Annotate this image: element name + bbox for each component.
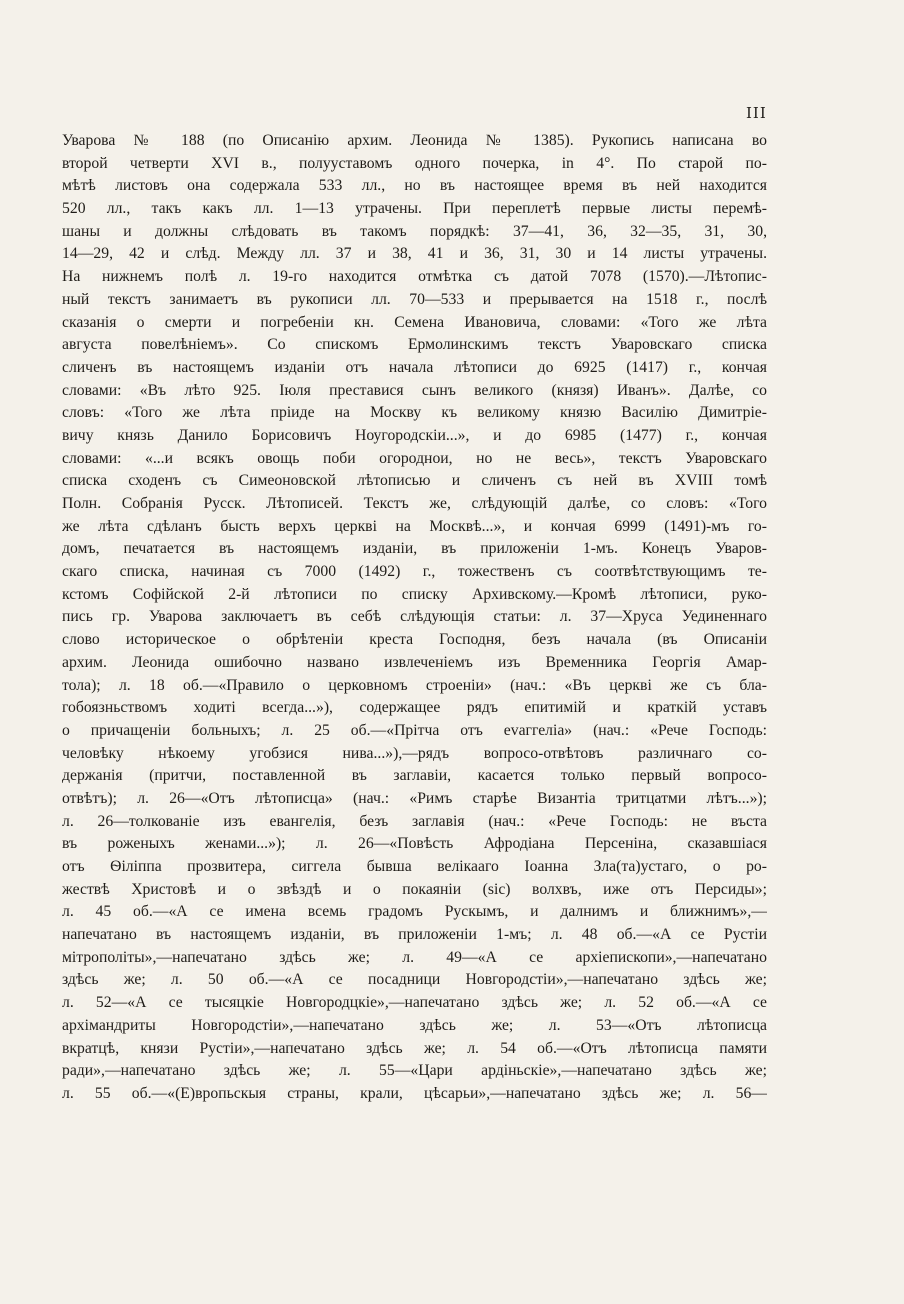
- text-line: отвѣтъ); л. 26—«Отъ лѣтописца» (нач.: «Римъ старѣе Византіа тритцатми лѣтъ...»);: [62, 789, 767, 807]
- text-line: отъ Ѳіліппа прозвитера, сиггела бывша велікааго Іоанна Зла(та)устаго, о ро-: [62, 858, 767, 875]
- text-line: здѣсь же; л. 50 об.—«А се посадници Новгородстіи»,—напечатано здѣсь же;: [62, 971, 767, 989]
- text-line: словъ: «Того же лѣта пріиде на Москву къ великому князю Василію Димитріе-: [62, 404, 767, 422]
- text-line: 520 лл., такъ какъ лл. 1—13 утрачены. При переплетѣ первые листы перемѣ-: [62, 200, 767, 218]
- text-line: скаго списка, начиная съ 7000 (1492) г., тожественъ съ соотвѣтствующимъ те-: [62, 563, 767, 581]
- text-line: словами: «Въ лѣто 925. Іюля преставися сынъ великого (князя) Иванъ». Далѣе, со: [62, 381, 767, 399]
- text-line: ради»,—напечатано здѣсь же; л. 55—«Цари ардіньскіе»,—напечатано здѣсь же;: [62, 1062, 767, 1080]
- text-line: архімандриты Новгородстіи»,—напечатано здѣсь же; л. 53—«Отъ лѣтописца: [62, 1016, 767, 1034]
- text-line: жествѣ Христовѣ и о звѣздѣ и о покаяніи (sic) волхвъ, иже отъ Персиды»;: [62, 880, 767, 898]
- text-line: мѣтѣ листовъ она содержала 533 лл., но въ настоящее время въ ней находится: [62, 177, 767, 195]
- text-line: держанія (притчи, поставленной въ заглавіи, касается только первый вопросо-: [62, 767, 767, 785]
- text-line: словами: «...и всякъ овощь поби огороднои, но не весь», текстъ Уваровскаго: [62, 449, 767, 467]
- text-line: слово историческое о обрѣтеніи креста Господня, безъ начала (въ Описаніи: [62, 631, 767, 649]
- text-line: л. 52—«А се тысяцкіе Новгородцкіе»,—напечатано здѣсь же; л. 52 об.—«А се: [62, 994, 767, 1012]
- text-line: л. 26—толкованіе изъ евангелія, безъ заглавія (нач.: «Рече Господь: не въста: [62, 812, 767, 830]
- text-line: списка сходенъ съ Симеоновской лѣтописью и сличенъ съ ней въ XVIII томѣ: [62, 472, 767, 490]
- text-line: о причащеніи больныхъ; л. 25 об.—«Прітча отъ еvаггеліа» (нач.: «Рече Господь:: [62, 721, 767, 739]
- text-line: августа повелѣніемъ». Со спискомъ Ермолинскимъ текстъ Уваровскаго списка: [62, 336, 767, 354]
- text-line: Уварова № 188 (по Описанію архим. Леонида № 1385). Рукопись написана во: [62, 132, 767, 149]
- page-number: III: [746, 104, 767, 122]
- text-line: въ роженыхъ женами...»); л. 26—«Повѣсть Афродіана Персеніна, сказавшіася: [62, 835, 767, 853]
- text-line: мітрополіты»,—напечатано здѣсь же; л. 49—«А се архіепископи»,—напечатано: [62, 948, 767, 966]
- text-line: напечатано въ настоящемъ изданіи, въ приложеніи 1-мъ; л. 48 об.—«А се Рустіи: [62, 926, 767, 944]
- text-line: гобоязньствомъ ходиті всегда...»), содержащее рядъ епитимій и краткій уставъ: [62, 699, 767, 717]
- text-line: кстомъ Софійской 2-й лѣтописи по списку Архивскому.—Кромѣ лѣтописи, руко-: [62, 585, 767, 603]
- text-line: вкратцѣ, князи Рустіи»,—напечатано здѣсь же; л. 54 об.—«Отъ лѣтописца памяти: [62, 1039, 767, 1057]
- text-line: На нижнемъ полѣ л. 19-го находится отмѣтка съ датой 7078 (1570).—Лѣтопис-: [62, 268, 767, 286]
- text-line: Полн. Собранія Русск. Лѣтописей. Текстъ же, слѣдующій далѣе, со словъ: «Того: [62, 495, 767, 512]
- text-line: второй четверти XVI в., полууставомъ одного почерка, in 4°. По старой по-: [62, 154, 767, 172]
- text-line: л. 55 об.—«(Е)вропьскыя страны, крали, цѣсарьи»,—напечатано здѣсь же; л. 56—: [62, 1084, 767, 1102]
- text-line: тола); л. 18 об.—«Правило о церковномъ строеніи» (нач.: «Въ церкві же съ бла-: [62, 676, 767, 694]
- text-line: же лѣта сдѣланъ бысть верхъ церкві на Москвѣ...», и кончая 6999 (1491)-мъ го-: [62, 517, 767, 535]
- text-line: ный текстъ занимаетъ въ рукописи лл. 70—533 и прерывается на 1518 г., послѣ: [62, 290, 767, 308]
- text-body: [62, 130, 767, 1106]
- text-line: сказанія о смерти и погребеніи кн. Семена Ивановича, словами: «Того же лѣта: [62, 313, 767, 331]
- text-line: пись гр. Уварова заключаетъ въ себѣ слѣдующія статьи: л. 37—Хруса Уединеннаго: [62, 608, 767, 626]
- text-line: л. 45 об.—«А се имена всемь градомъ Рускымъ, и далнимъ и ближнимъ»,—: [62, 903, 767, 921]
- text-line: архим. Леонида ошибочно названо извлеченіемъ изъ Временника Георгія Амар-: [62, 653, 767, 671]
- text-line: шаны и должны слѣдовать въ такомъ порядкѣ: 37—41, 36, 32—35, 31, 30,: [62, 222, 767, 240]
- text-line: домъ, печатается въ настоящемъ изданіи, въ приложеніи 1-мъ. Конецъ Уваров-: [62, 540, 767, 558]
- text-line: человѣку нѣкоему угобзися нива...»),—рядъ вопросо-отвѣтовъ различнаго со-: [62, 744, 767, 762]
- text-line: вичу князь Данило Борисовичъ Ноугородскіи...», и до 6985 (1477) г., кончая: [62, 426, 767, 444]
- text-line: сличенъ въ настоящемъ изданіи отъ начала лѣтописи до 6925 (1417) г., кончая: [62, 358, 767, 376]
- text-line: 14—29, 42 и слѣд. Между лл. 37 и 38, 41 и 36, 31, 30 и 14 листы утрачены.: [62, 245, 767, 263]
